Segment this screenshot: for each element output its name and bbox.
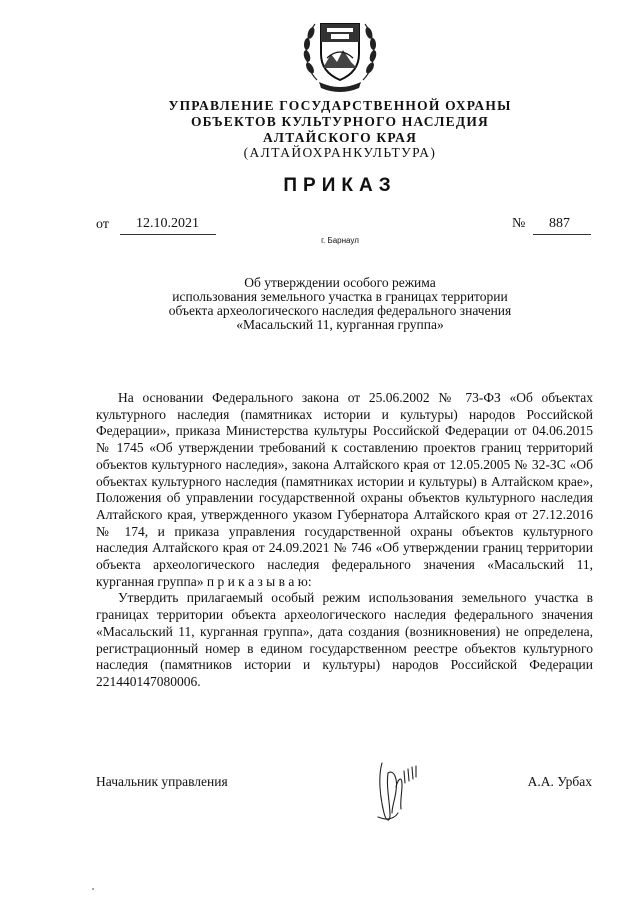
scan-artifact <box>92 888 94 890</box>
subject-line: Об утверждении особого режима <box>244 275 436 290</box>
subject-line: «Масальский 11, курганная группа» <box>236 317 444 332</box>
city-label: г. Барнаул <box>321 236 359 245</box>
org-short-name: (АЛТАЙОХРАНКУЛЬТУРА) <box>243 145 437 160</box>
signature-icon <box>368 757 428 827</box>
signatory-name: А.А. Урбах <box>527 774 592 789</box>
body-paragraph-decision: Утвердить прилагаемый особый режим использования земельного участка в границах территории объекта археологического наследия федерального значения «Масальский 11, курганная группа», дата создания (возникновения) не определена, регистрационный номер в едином государственном реестре объектов культурного наследия (памятников истории и культуры) народов Российской Федерации 221440147080006. <box>96 590 593 689</box>
document-body <box>96 390 593 691</box>
org-name-line-3: АЛТАЙСКОГО КРАЯ <box>262 130 418 145</box>
subject-line: использования земельного участка в границах территории <box>172 289 508 304</box>
date-prefix: от <box>96 217 109 232</box>
org-name-line-1: УПРАВЛЕНИЕ ГОСУДАРСТВЕННОЙ ОХРАНЫ <box>168 98 512 113</box>
number-underline <box>533 233 591 235</box>
signatory-position: Начальник управления <box>96 774 228 789</box>
document-subject <box>130 276 550 332</box>
coat-of-arms-icon <box>297 10 383 96</box>
body-paragraph-basis: На основании Федерального закона от 25.06.2002 № 73-ФЗ «Об объектах культурного наследия (памятниках истории и культуры) народов Российской Федерации», приказа Министерства культуры Российской Федерации от 04.06.2015 № 1745 «Об утверждении требований к составлению проектов границ территорий объектов культурного наследия», закона Алтайского края от 12.05.2005 № 32-ЗС «Об объектах культурного наследия (памятниках истории и культуры) в Алтайском крае», Положения об управлении государственной охраны объектов культурного наследия Алтайского края, утвержденного указом Губернатора Алтайского края от 27.12.2016 № 174, и приказа управления государственной охраны объектов культурного наследия Алтайского края от 24.09.2021 № 746 «Об утверждении границ территории объекта археологического наследия федерального значения «Масальский 11, курганная группа» п р и к а з ы в а ю: <box>96 390 593 589</box>
subject-line: объекта археологического наследия федерального значения <box>168 303 512 318</box>
document-date: 12.10.2021 <box>136 216 199 231</box>
number-prefix: № <box>512 216 526 231</box>
document-title: ПРИКАЗ <box>283 175 397 196</box>
org-name-line-2: ОБЪЕКТОВ КУЛЬТУРНОГО НАСЛЕДИЯ <box>190 114 490 129</box>
document-number: 887 <box>549 216 570 231</box>
date-underline <box>120 233 216 235</box>
